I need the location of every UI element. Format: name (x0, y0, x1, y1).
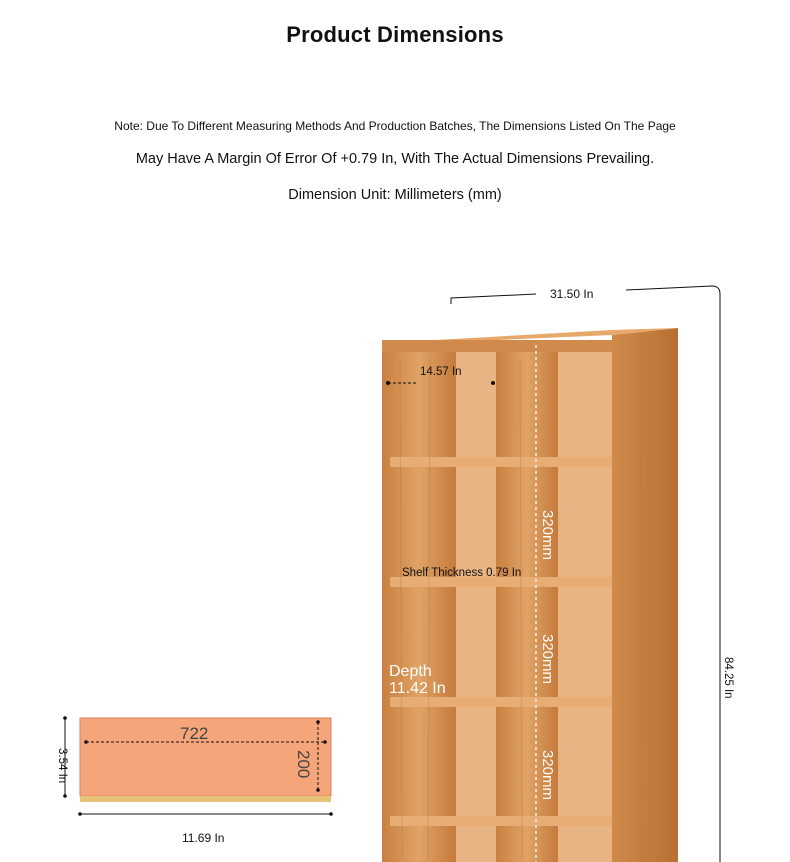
bookcase-height-label: 84.25 In (722, 657, 734, 699)
bookcase-width-label: 31.50 In (550, 287, 594, 301)
cube-height-label-3: 320mm (539, 750, 556, 801)
box-width-in-label: 11.69 In (182, 831, 225, 845)
note-line-2: May Have A Margin Of Error Of +0.79 In, With The Actual Dimensions Prevailing. (135, 151, 655, 167)
page-title: Product Dimensions (286, 22, 504, 47)
box-height-mm-label: 200 (294, 750, 313, 779)
depth-value: 11.42 In (389, 680, 446, 697)
shelf-thickness-label: Shelf Thickness 0.79 In (402, 567, 522, 579)
bookcase-left-upright (382, 345, 456, 862)
bookcase-right-side (612, 328, 678, 862)
box-length-label: 722 (180, 724, 209, 743)
cube-height-label-1: 320mm (539, 510, 556, 561)
dimension-unit: Dimension Unit: Millimeters (mm) (288, 187, 502, 203)
cube-height-label-2: 320mm (539, 634, 556, 685)
note-line-1: Note: Due To Different Measuring Methods And Production Batches, The Dimensions Listed On The Page (114, 119, 676, 133)
depth-label: Depth (389, 663, 432, 680)
cube-width-label: 14.57 In (420, 366, 462, 378)
box-height-in-text: 3.54 In (56, 748, 68, 784)
